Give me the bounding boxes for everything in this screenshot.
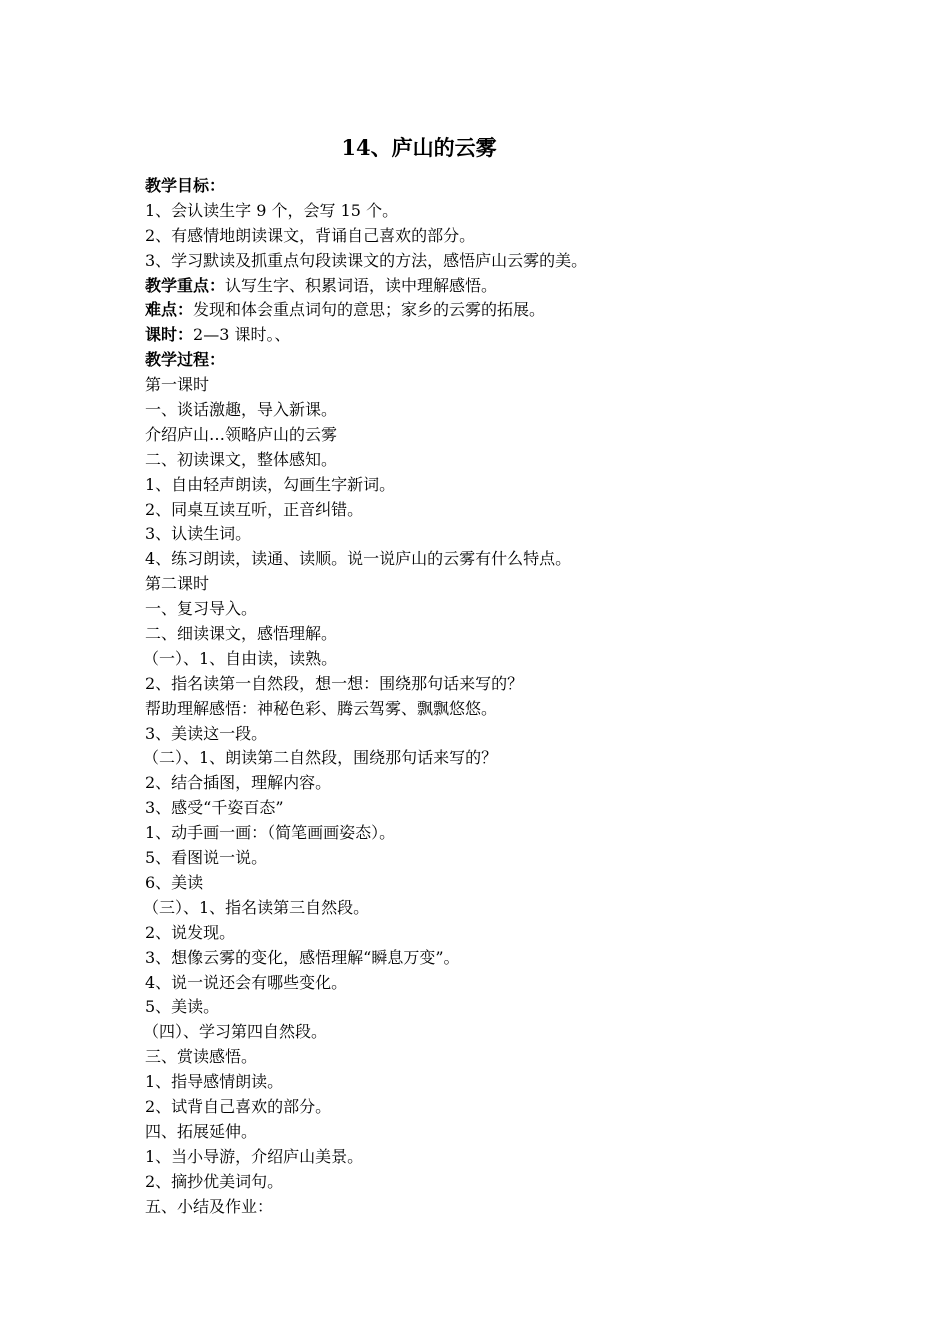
key-points-label: 教学重点： bbox=[145, 275, 226, 295]
process-line: 3、感受“千姿百态” bbox=[145, 798, 284, 818]
process-line: 1、动手画一画：（简笔画画姿态）。 bbox=[145, 823, 396, 843]
process-line: 二、初读课文，整体感知。 bbox=[145, 449, 338, 469]
process-line: （一）、1、自由读，读熟。 bbox=[143, 648, 338, 668]
process-line: 一、谈话激趣，导入新课。 bbox=[145, 400, 338, 420]
process-line: 二、细读课文，感悟理解。 bbox=[145, 624, 338, 644]
process-line: 1、指导感情朗读。 bbox=[145, 1072, 284, 1092]
process-line: 2、说发现。 bbox=[145, 922, 236, 942]
process-line: （二）、1、朗读第二自然段，围绕那句话来写的？ bbox=[143, 748, 498, 768]
process-line: 介绍庐山…领略庐山的云雾 bbox=[145, 424, 338, 444]
key-points-line bbox=[145, 274, 845, 299]
document-title: 14、庐山的云雾 bbox=[341, 135, 497, 160]
process-line: 帮助理解感悟：神秘色彩、腾云驾雾、飘飘悠悠。 bbox=[145, 698, 498, 718]
process-line: （四）、学习第四自然段。 bbox=[143, 1022, 328, 1042]
process-line: （三）、1、指名读第三自然段。 bbox=[143, 897, 370, 917]
process-line: 2、摘抄优美词句。 bbox=[145, 1171, 284, 1191]
class-hours-line bbox=[145, 323, 845, 348]
process-line: 5、美读。 bbox=[145, 997, 220, 1017]
class-hours-text: 2—3 课时。、 bbox=[193, 325, 291, 345]
process-line: 一、复习导入。 bbox=[145, 599, 258, 619]
process-line: 2、指名读第一自然段，想一想：围绕那句话来写的？ bbox=[145, 673, 524, 693]
objective-item: 2、有感情地朗读课文，背诵自己喜欢的部分。 bbox=[145, 225, 476, 245]
process-line: 2、同桌互读互听，正音纠错。 bbox=[145, 499, 364, 519]
process-line: 3、想像云雾的变化，感悟理解“瞬息万变”。 bbox=[145, 947, 460, 967]
process-line: 第二课时 bbox=[145, 574, 210, 594]
difficulties-line bbox=[145, 298, 845, 323]
difficulties-text: 发现和体会重点词句的意思；家乡的云雾的拓展。 bbox=[193, 300, 546, 320]
key-points-text: 认写生字、积累词语，读中理解感悟。 bbox=[225, 275, 498, 295]
process-line: 5、看图说一说。 bbox=[145, 848, 268, 868]
process-line: 3、认读生词。 bbox=[145, 524, 252, 544]
objective-item: 1、会认读生字 9 个，会写 15 个。 bbox=[145, 200, 399, 220]
objective-item: 3、学习默读及抓重点句段读课文的方法，感悟庐山云雾的美。 bbox=[145, 250, 588, 270]
process-line: 6、美读 bbox=[145, 872, 204, 892]
process-line: 1、自由轻声朗读，勾画生字新词。 bbox=[145, 474, 396, 494]
process-line: 三、赏读感悟。 bbox=[145, 1047, 258, 1067]
process-line: 1、当小导游，介绍庐山美景。 bbox=[145, 1146, 364, 1166]
process-line: 四、拓展延伸。 bbox=[145, 1121, 258, 1141]
process-line: 2、结合插图，理解内容。 bbox=[145, 773, 332, 793]
objectives-label: 教学目标： bbox=[145, 176, 226, 195]
class-hours-label: 课时： bbox=[145, 325, 194, 345]
process-line: 3、美读这一段。 bbox=[145, 723, 268, 743]
document-body bbox=[145, 174, 845, 1219]
process-label: 教学过程： bbox=[145, 350, 226, 370]
process-line: 4、练习朗读，读通、读顺。说一说庐山的云雾有什么特点。 bbox=[145, 549, 572, 569]
difficulties-label: 难点： bbox=[145, 300, 194, 320]
process-line: 五、小结及作业： bbox=[145, 1196, 274, 1216]
process-line: 第一课时 bbox=[145, 375, 210, 395]
process-lines bbox=[145, 373, 845, 1219]
process-line: 2、试背自己喜欢的部分。 bbox=[145, 1096, 332, 1116]
process-line: 4、说一说还会有哪些变化。 bbox=[145, 972, 348, 992]
